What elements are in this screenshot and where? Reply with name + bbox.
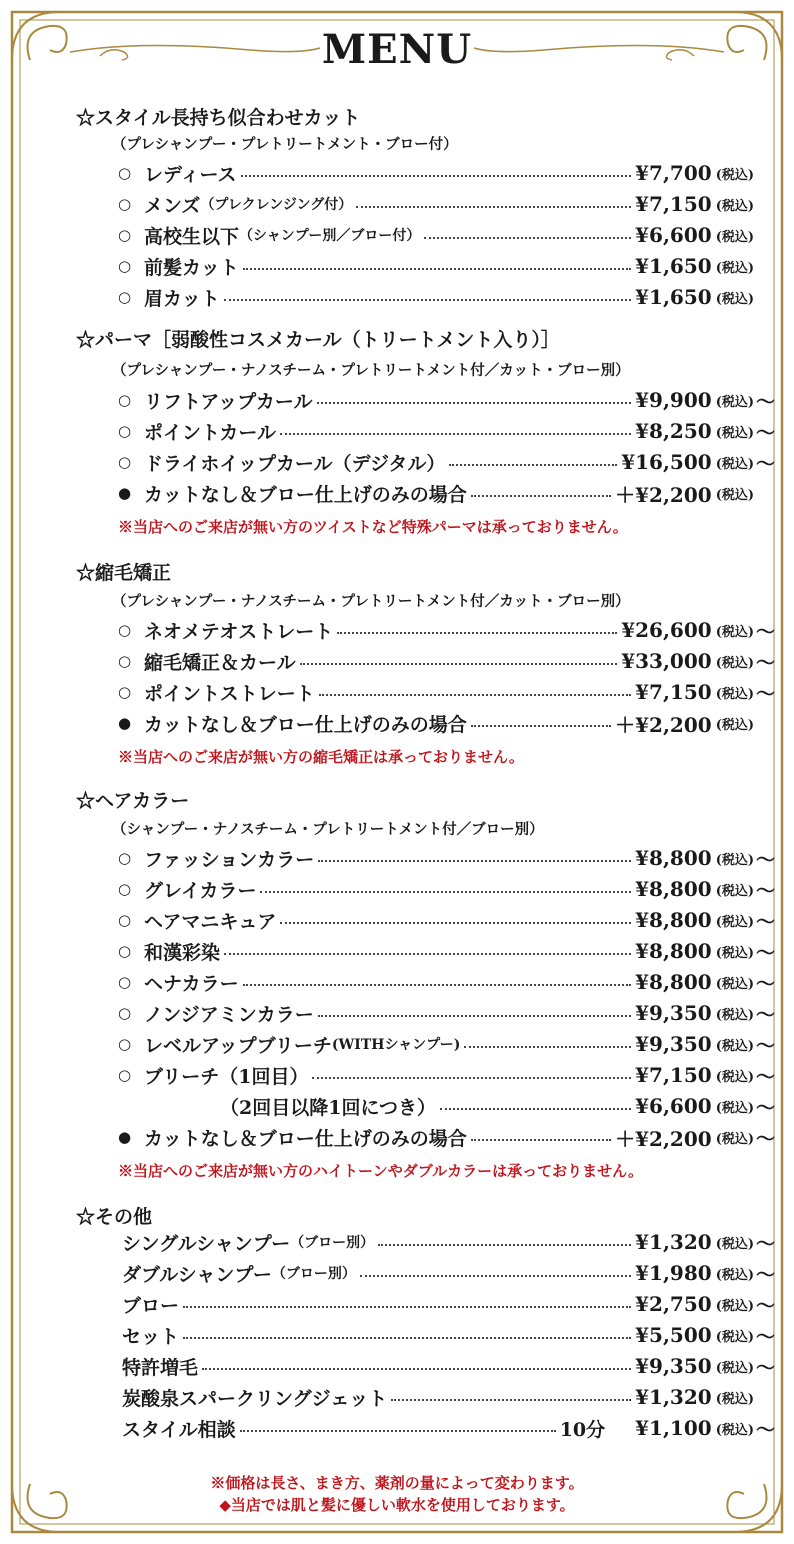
bullet-icon: ○ (118, 1066, 132, 1084)
item-price: ¥1,100 (635, 1416, 712, 1440)
tax-label: (税込) (715, 1267, 754, 1283)
menu-item-row (118, 906, 776, 934)
bullet-icon: ○ (118, 973, 132, 991)
leader-dots (224, 953, 631, 955)
item-price: ¥33,000 (621, 649, 712, 673)
item-price: ¥1,320 (635, 1385, 712, 1409)
item-price: ¥1,980 (635, 1261, 712, 1285)
menu-item-row (122, 1228, 776, 1256)
item-name: セット (122, 1325, 180, 1348)
leader-dots (360, 1275, 631, 1277)
menu-item-row (118, 968, 776, 996)
tax-label: (税込) (715, 945, 754, 961)
tax-label: (税込) (715, 1298, 754, 1314)
item-price: ¥7,150 (635, 680, 712, 704)
bullet-icon: ○ (118, 1035, 132, 1053)
item-price: ¥5,500 (635, 1323, 712, 1347)
menu-item-row (118, 1123, 776, 1151)
section-subtitle: （プレシャンプー・プレトリートメント・ブロー付） (112, 136, 458, 153)
bullet-icon: ○ (118, 849, 132, 867)
item-name: （2回目以降1回につき） (220, 1096, 437, 1119)
item-name: カットなし＆ブロー仕上げのみの場合 (144, 1127, 467, 1150)
leader-dots (464, 1046, 631, 1048)
tax-label: (税込) (715, 717, 754, 733)
section-subtitle: （プレシャンプー・ナノスチーム・プレトリートメント付／カット・ブロー別） (112, 593, 630, 610)
tax-label: (税込) (715, 1422, 754, 1438)
menu-item-row (122, 1259, 776, 1287)
bullet-icon: ○ (118, 422, 132, 440)
tax-label: (税込) (715, 883, 754, 899)
bullet-icon: ● (118, 714, 132, 732)
item-price: ¥6,600 (635, 1094, 712, 1118)
leader-dots (224, 299, 631, 301)
item-note: （シャンプー別／ブロー付） (239, 228, 421, 244)
tax-label: (税込) (715, 976, 754, 992)
menu-item-row (122, 1321, 776, 1349)
price-tilde: 〜 (756, 620, 776, 643)
item-price: ¥9,900 (635, 388, 712, 412)
menu-item-row (118, 844, 776, 872)
leader-dots (202, 1368, 631, 1370)
price-tilde: 〜 (756, 879, 776, 902)
item-name: カットなし＆ブロー仕上げのみの場合 (144, 483, 467, 506)
leader-dots (183, 1337, 631, 1339)
price-tilde: 〜 (756, 1325, 776, 1348)
menu-item-row (118, 709, 776, 737)
tax-label: (税込) (715, 686, 754, 702)
section-warning: ※当店へのご来店が無い方の縮毛矯正は承っておりません。 (118, 748, 524, 766)
leader-dots (471, 495, 611, 497)
item-note: （プレクレンジング付） (200, 197, 353, 213)
leader-dots (471, 725, 611, 727)
leader-dots (183, 1306, 631, 1308)
price-tilde: 〜 (756, 421, 776, 444)
leader-dots (300, 663, 618, 665)
section-heading: ☆その他 (76, 1206, 153, 1228)
bullet-icon: ○ (118, 911, 132, 929)
item-price: ¥1,320 (635, 1230, 712, 1254)
leader-dots (241, 175, 632, 177)
leader-dots (243, 984, 632, 986)
tax-label: (税込) (715, 1131, 754, 1147)
tax-label: (税込) (715, 260, 754, 276)
price-tilde: 〜 (756, 941, 776, 964)
price-tilde: 〜 (756, 910, 776, 933)
leader-dots (337, 632, 617, 634)
leader-dots (440, 1108, 631, 1110)
item-price: ¥9,350 (635, 1354, 712, 1378)
item-price: ¥7,150 (635, 1063, 712, 1087)
price-tilde: 〜 (756, 1356, 776, 1379)
tax-label: (税込) (715, 1069, 754, 1085)
menu-item-row (118, 479, 776, 507)
section-warning: ※当店へのご来店が無い方のハイトーンやダブルカラーは承っておりません。 (118, 1162, 644, 1180)
item-name: メンズ (144, 194, 201, 217)
item-name: 和漢彩染 (144, 941, 221, 964)
tax-label: (税込) (715, 229, 754, 245)
item-name: ダブルシャンプー (122, 1263, 272, 1286)
tax-label: (税込) (715, 425, 754, 441)
bullet-icon: ○ (118, 621, 132, 639)
price-tilde: 〜 (756, 1096, 776, 1119)
bullet-icon: ○ (118, 226, 132, 244)
menu-item-row (118, 386, 776, 414)
leader-dots (243, 268, 631, 270)
item-duration: 10分 (559, 1418, 606, 1441)
item-name: 炭酸泉スパークリングジェット (122, 1387, 388, 1410)
item-note: (WITHシャンプー) (331, 1037, 461, 1053)
menu-item-row (118, 616, 776, 644)
price-tilde: 〜 (756, 848, 776, 871)
item-price: ¥1,650 (635, 254, 712, 278)
tax-label: (税込) (715, 1236, 754, 1252)
leader-dots (280, 922, 631, 924)
bullet-icon: ● (118, 1128, 132, 1146)
menu-item-row (122, 1414, 776, 1442)
item-price: ¥8,800 (635, 877, 712, 901)
price-tilde: 〜 (756, 1232, 776, 1255)
item-name: ドライホイップカール（デジタル） (144, 452, 446, 475)
tax-label: (税込) (715, 487, 754, 503)
menu-item-row (118, 221, 776, 249)
item-price: ¥1,650 (635, 285, 712, 309)
item-price: ¥8,250 (635, 419, 712, 443)
item-name: ノンジアミンカラー (144, 1003, 314, 1026)
menu-item-row (118, 1030, 776, 1058)
tax-label: (税込) (715, 1007, 754, 1023)
item-price: ¥26,600 (621, 618, 712, 642)
section-subtitle: （シャンプー・ナノスチーム・プレトリートメント付／ブロー別） (112, 821, 544, 838)
menu-item-row (118, 647, 776, 675)
item-name: ポイントカール (144, 421, 277, 444)
item-name: 縮毛矯正＆カール (144, 651, 296, 674)
menu-item-row (122, 1290, 776, 1318)
tax-label: (税込) (715, 167, 754, 183)
item-name: 特許増毛 (122, 1356, 199, 1379)
footer-note-water: ◆当店では肌と髪に優しい軟水を使用しております。 (219, 1496, 575, 1514)
item-price: ¥8,800 (635, 846, 712, 870)
price-tilde: 〜 (756, 651, 776, 674)
menu-item-row (118, 448, 776, 476)
bullet-icon: ○ (118, 195, 132, 213)
item-price: ¥2,750 (635, 1292, 712, 1316)
leader-dots (391, 1399, 631, 1401)
item-name: 前髪カット (144, 256, 239, 279)
leader-dots (280, 433, 631, 435)
leader-dots (378, 1244, 631, 1246)
footer-note-price: ※価格は長さ、まき方、薬剤の量によって変わります。 (210, 1474, 584, 1492)
price-tilde: 〜 (756, 972, 776, 995)
item-price: ¥8,800 (635, 908, 712, 932)
item-name: ヘアマニキュア (144, 910, 277, 933)
item-price: ¥8,800 (635, 939, 712, 963)
item-price: ＋¥2,200 (615, 1126, 712, 1151)
item-name: グレイカラー (144, 879, 257, 902)
price-tilde: 〜 (756, 1003, 776, 1026)
bullet-icon: ● (118, 484, 132, 502)
item-price: ¥8,800 (635, 970, 712, 994)
menu-item-row (118, 678, 776, 706)
leader-dots (318, 1015, 631, 1017)
price-tilde: 〜 (756, 1127, 776, 1150)
price-tilde: 〜 (756, 1065, 776, 1088)
leader-dots (260, 891, 631, 893)
leader-dots (424, 237, 631, 239)
menu-item-row (118, 999, 776, 1027)
item-price: ¥7,700 (635, 161, 712, 185)
menu-item-row (118, 1061, 776, 1089)
item-note: （ブロー別） (271, 1266, 356, 1282)
item-name: レベルアップブリーチ (144, 1034, 332, 1057)
tax-label: (税込) (715, 1038, 754, 1054)
section-warning: ※当店へのご来店が無い方のツイストなど特殊パーマは承っておりません。 (118, 518, 628, 536)
bullet-icon: ○ (118, 164, 132, 182)
bullet-icon: ○ (118, 288, 132, 306)
bullet-icon: ○ (118, 880, 132, 898)
menu-item-row (118, 252, 776, 280)
menu-item-row (122, 1352, 776, 1380)
section-subtitle: （プレシャンプー・ナノスチーム・プレトリートメント付／カット・ブロー別） (112, 362, 630, 379)
menu-item-row (118, 1092, 776, 1120)
leader-dots (318, 860, 631, 862)
item-price: ＋¥2,200 (615, 712, 712, 737)
tax-label: (税込) (715, 456, 754, 472)
price-tilde: 〜 (756, 452, 776, 475)
bullet-icon: ○ (118, 1004, 132, 1022)
item-price: ¥16,500 (621, 450, 712, 474)
tax-label: (税込) (715, 914, 754, 930)
bullet-icon: ○ (118, 683, 132, 701)
leader-dots (317, 402, 632, 404)
leader-dots (471, 1139, 611, 1141)
bullet-icon: ○ (118, 391, 132, 409)
price-tilde: 〜 (756, 1034, 776, 1057)
item-price: ＋¥2,200 (615, 482, 712, 507)
item-name: リフトアップカール (144, 390, 313, 413)
leader-dots (312, 1077, 631, 1079)
tax-label: (税込) (715, 291, 754, 307)
menu-item-row (118, 190, 776, 218)
menu-item-row (118, 159, 776, 187)
section-heading: ☆スタイル長持ち似合わせカット (76, 107, 361, 129)
item-name: ファッションカラー (144, 848, 315, 871)
tax-label: (税込) (715, 1391, 754, 1407)
item-name: ブロー (122, 1294, 180, 1317)
bullet-icon: ○ (118, 453, 132, 471)
menu-item-row (122, 1383, 776, 1411)
tax-label: (税込) (715, 1360, 754, 1376)
tax-label: (税込) (715, 624, 754, 640)
price-tilde: 〜 (756, 1418, 776, 1441)
leader-dots (356, 206, 631, 208)
menu-item-row (118, 283, 776, 311)
price-tilde: 〜 (756, 682, 776, 705)
menu-title: MENU (321, 26, 473, 73)
tax-label: (税込) (715, 198, 754, 214)
item-note: （ブロー別） (290, 1235, 375, 1251)
menu-item-row (118, 937, 776, 965)
item-name: ネオメテオストレート (144, 620, 334, 643)
menu-item-row (118, 875, 776, 903)
item-price: ¥9,350 (635, 1001, 712, 1025)
price-tilde: 〜 (756, 1294, 776, 1317)
tax-label: (税込) (715, 1100, 754, 1116)
leader-dots (319, 694, 631, 696)
item-name: カットなし＆ブロー仕上げのみの場合 (144, 713, 467, 736)
bullet-icon: ○ (118, 257, 132, 275)
item-price: ¥7,150 (635, 192, 712, 216)
price-tilde: 〜 (756, 390, 776, 413)
item-name: 眉カット (144, 287, 220, 310)
item-name: スタイル相談 (122, 1418, 236, 1441)
item-name: ヘナカラー (144, 972, 239, 995)
price-tilde: 〜 (756, 1263, 776, 1286)
bullet-icon: ○ (118, 652, 132, 670)
bullet-icon: ○ (118, 942, 132, 960)
tax-label: (税込) (715, 852, 754, 868)
tax-label: (税込) (715, 394, 754, 410)
section-heading: ☆縮毛矯正 (76, 562, 172, 584)
leader-dots (449, 464, 617, 466)
item-name: レディース (144, 163, 237, 186)
section-heading: ☆パーマ［弱酸性コスメカール（トリートメント入り）］ (76, 329, 560, 351)
item-name: 高校生以下 (144, 225, 240, 248)
item-price: ¥6,600 (635, 223, 712, 247)
item-name: シングルシャンプー (122, 1232, 291, 1255)
item-name: ブリーチ（1回目） (144, 1065, 309, 1088)
item-name: ポイントストレート (144, 682, 315, 705)
section-heading: ☆ヘアカラー (76, 790, 190, 812)
item-price: ¥9,350 (635, 1032, 712, 1056)
menu-item-row (118, 417, 776, 445)
tax-label: (税込) (715, 1329, 754, 1345)
tax-label: (税込) (715, 655, 754, 671)
leader-dots (240, 1430, 556, 1432)
